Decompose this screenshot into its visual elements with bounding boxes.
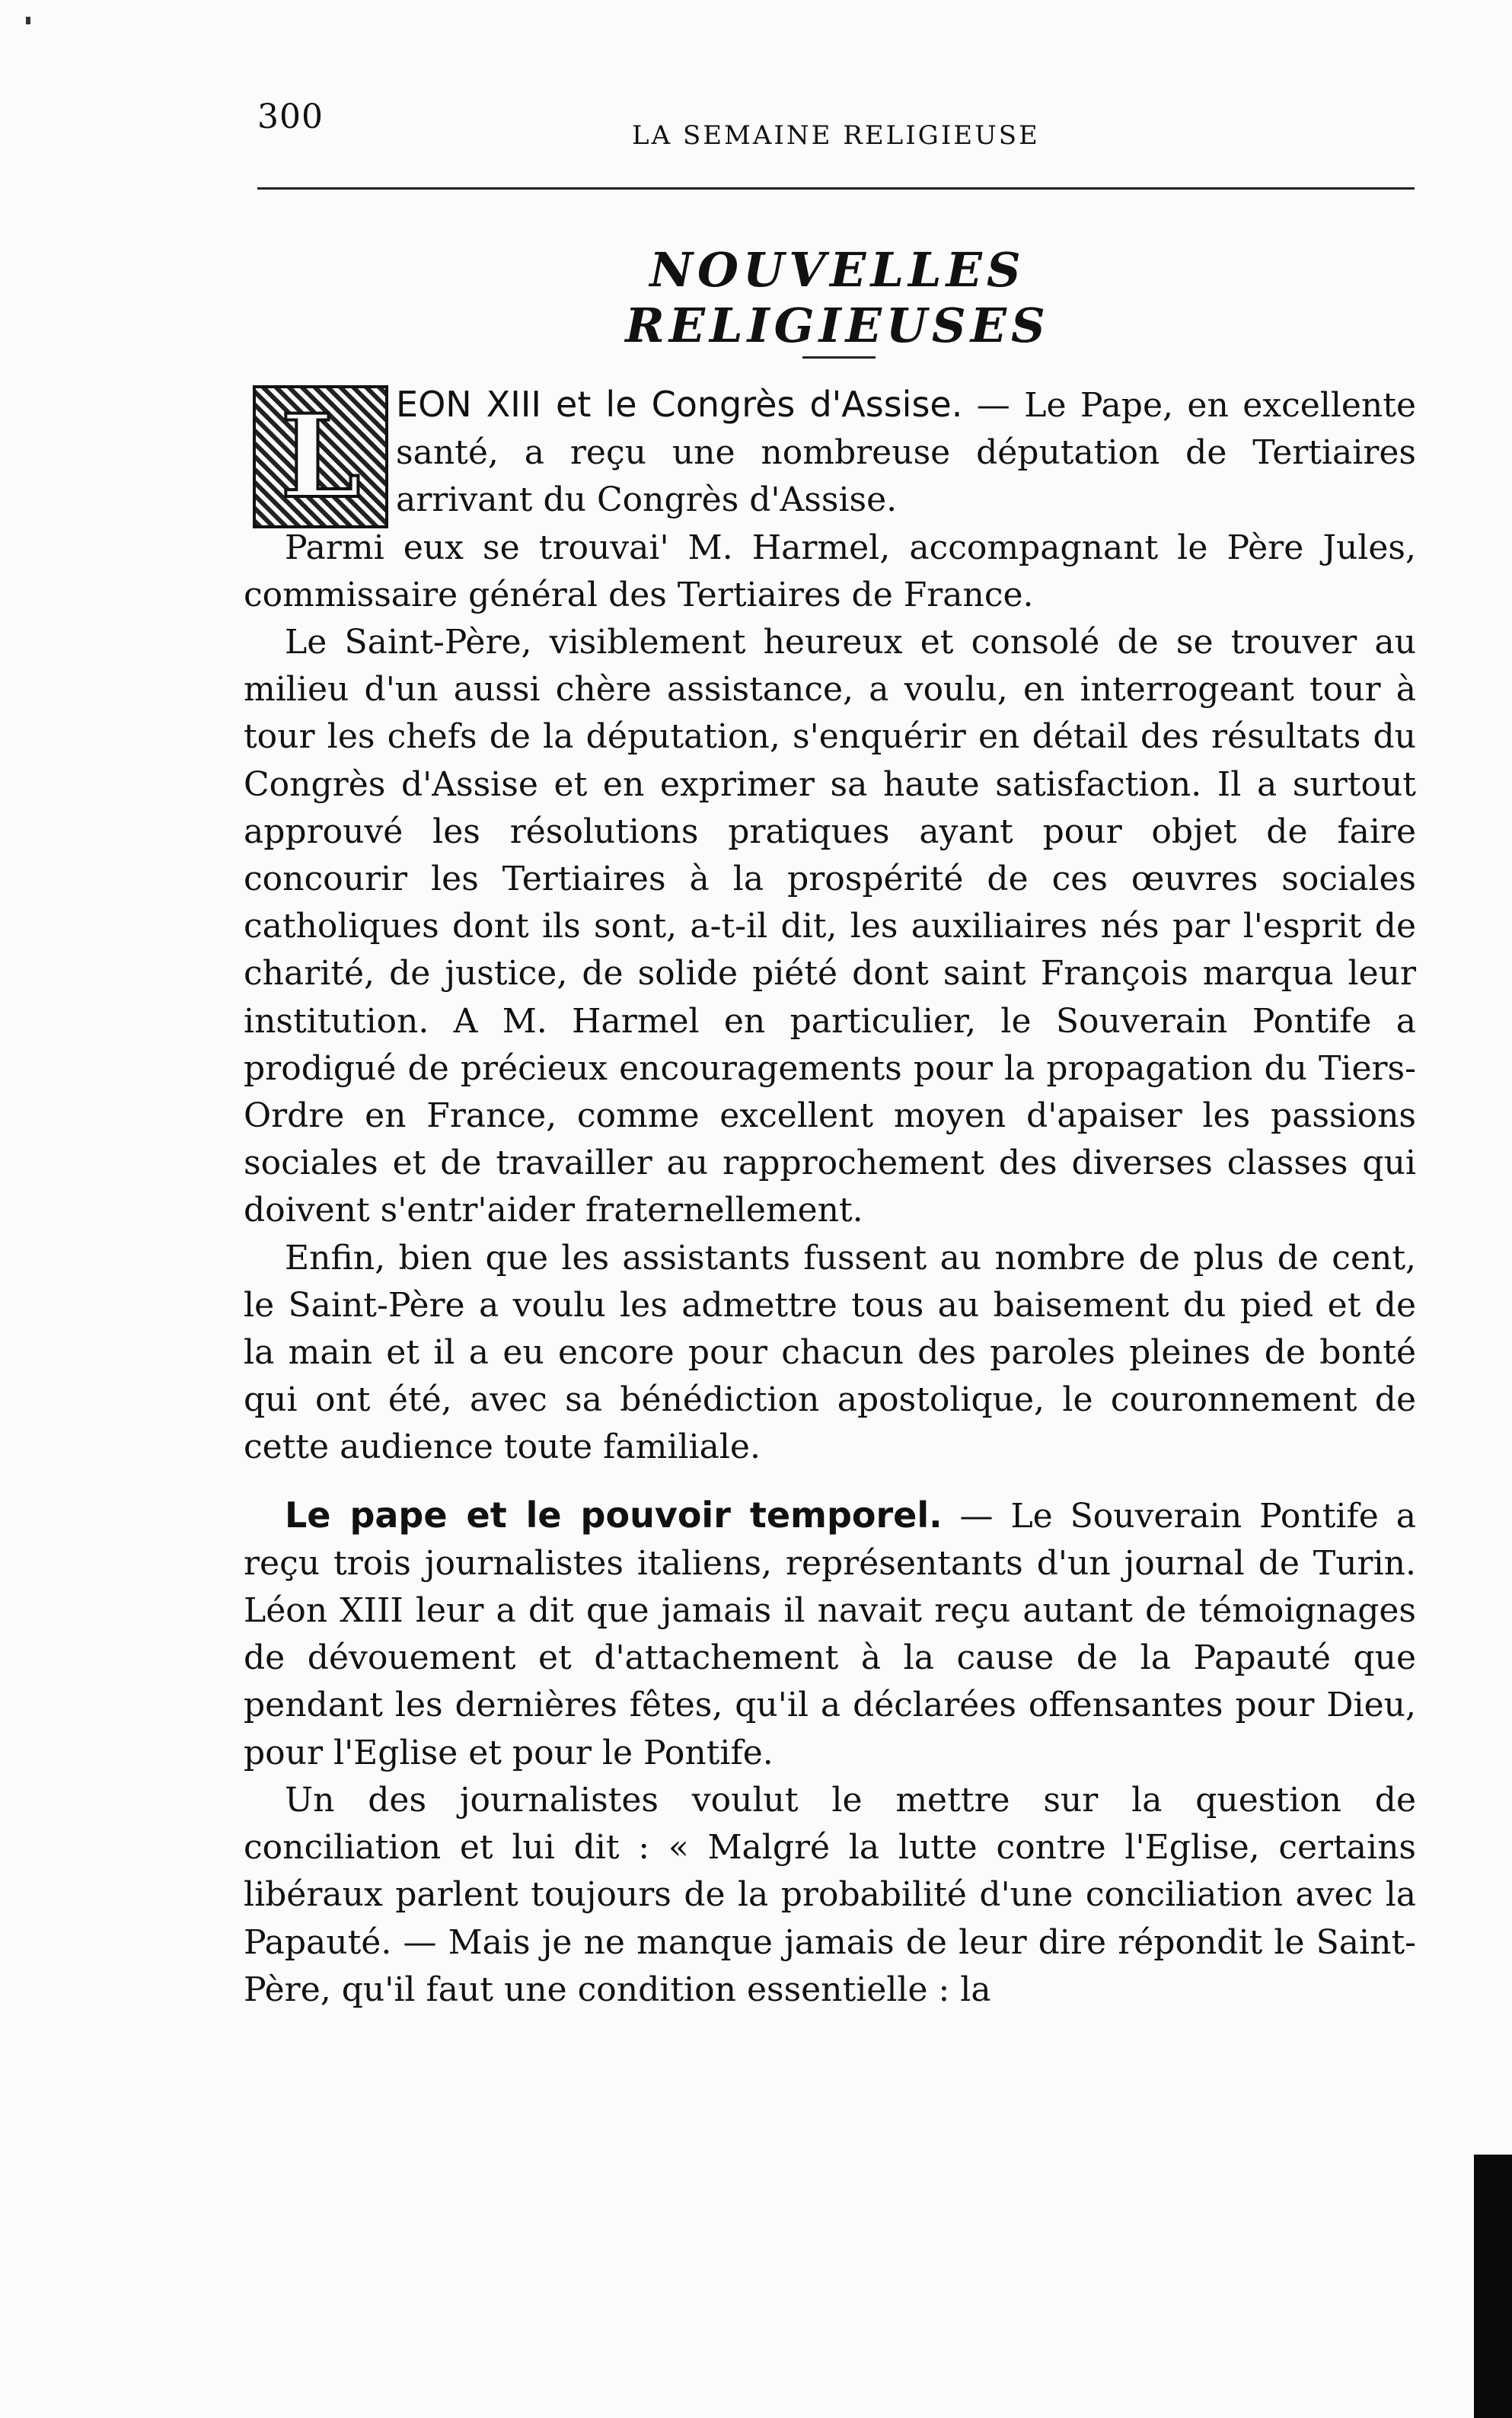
scan-edge-shadow [1474,2155,1512,2418]
paragraph [244,381,1416,525]
page-number: 300 [257,97,324,136]
paragraph-text: — Le Souverain Pontife a reçu trois journalistes italiens, représentants d'un journal de Turin. Léon XIII leur a dit que jamais il navait reçu autant de témoignages de dévouement et d'attachement à la cause de la Papauté que pendant les dernières fêtes, qu'il a déclarées offensantes pour Dieu, pour l'Eglise et pour le Pontife. [244,1496,1416,1772]
running-title: LA SEMAINE RELIGIEUSE [632,120,1040,151]
title-rule [802,356,876,359]
paragraph [244,1491,1416,1777]
print-speck [26,17,30,24]
article-heading: EON XIII et le Congrès d'Assise. [396,384,963,425]
dropcap-spacer [244,381,396,522]
paragraph: Parmi eux se trouvai' M. Harmel, accompagnant le Père Jules, commissaire général des Tertiaires de France. [244,528,1416,614]
paragraph: Le Saint-Père, visiblement heureux et consolé de se trouver au milieu d'un aussi chère assistance, a voulu, en interrogeant tour à tour les chefs de la députation, s'enquérir en détail des résultats du Congrès d'Assise et en exprimer sa haute satisfaction. Il a surtout approuvé les résolutions pratiques ayant pour objet de faire concourir les Tertiaires à la prospérité de ces œuvres sociales catholiques dont ils sont, a-t-il dit, les auxiliaires nés par l'esprit de charité, de justice, de solide piété dont saint François marqua leur institution. A M. Harmel en particulier, le Souverain Pontife a prodigué de précieux encouragements pour la propagation du Tiers-Ordre en France, comme excellent moyen d'apaiser les passions sociales et de travailler au rapprochement des diverses classes qui doivent s'entr'aider fraternellement. [244,623,1416,1230]
article-body [244,381,1416,2014]
article-heading: Le pape et le pouvoir temporel. [285,1494,943,1536]
paragraph-text: — Le Pape, en excellente santé, a reçu une nombreuse députation de Tertiaires arrivant du Congrès d'Assise. [396,386,1416,520]
header-rule [257,187,1415,190]
section-title: NOUVELLES RELIGIEUSES [625,242,1050,353]
dropcap-letter: L [280,390,361,524]
paragraph: Un des journalistes voulut le mettre sur la question de conciliation et lui dit : « Malgré la lutte contre l'Eglise, certains libéraux parlent toujours de la probabilité d'une conciliation avec la Papauté. — Mais je ne manque jamais de leur dire répondit le Saint-Père, qu'il faut une condition essentielle : la [244,1780,1416,2009]
paragraph: Enfin, bien que les assistants fussent au nombre de plus de cent, le Saint-Père a voulu les admettre tous au baisement du pied et de la main et il a eu encore pour chacun des paroles pleines de bonté qui ont été, avec sa bénédiction apostolique, le couronnement de cette audience toute familiale. [244,1238,1416,1467]
